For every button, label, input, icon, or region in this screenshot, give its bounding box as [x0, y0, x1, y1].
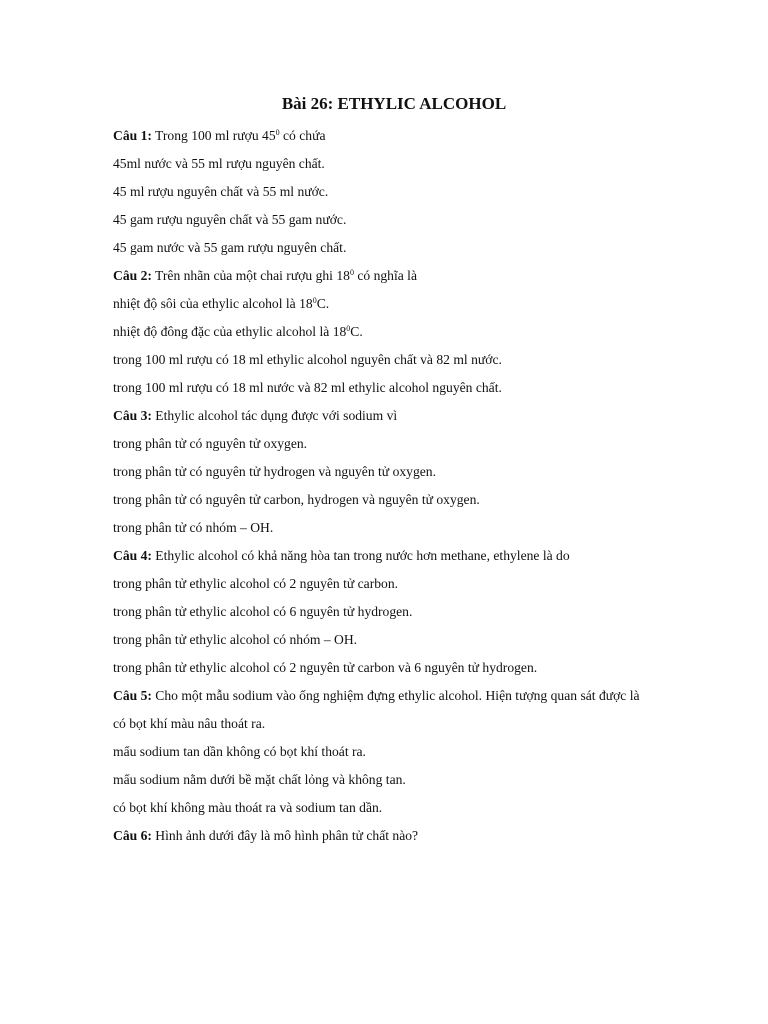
answer-option: mẩu sodium nằm dưới bề mặt chất lỏng và không tan.: [113, 772, 406, 787]
question-list: [113, 122, 713, 850]
answer-option: có bọt khí không màu thoát ra và sodium tan dần.: [113, 800, 383, 815]
question-label: Câu 5:: [113, 688, 152, 703]
question-text: Ethylic alcohol có khả năng hòa tan trong nước hơn methane, ethylene là do: [151, 548, 570, 563]
question-stem: [113, 542, 713, 570]
answer-option: trong 100 ml rượu có 18 ml nước và 82 ml ethylic alcohol nguyên chất.: [113, 380, 502, 395]
degree-superscript: 0: [312, 296, 317, 305]
option-text: nhiệt độ sôi của ethylic alcohol là 18: [113, 296, 313, 311]
option-text-end: C.: [350, 324, 363, 339]
question-text: Trong 100 ml rượu 45: [151, 128, 276, 143]
answer-option: [113, 290, 713, 318]
degree-superscript: 0: [346, 324, 351, 333]
question-stem: [113, 682, 713, 710]
option-text: nhiệt độ đông đặc của ethylic alcohol là 18: [113, 324, 347, 339]
answer-option: trong phân tử có nhóm – OH.: [113, 520, 274, 535]
option-text-end: C.: [316, 296, 330, 311]
answer-option: 45 gam nước và 55 gam rượu nguyên chất.: [113, 240, 347, 255]
question-text: Trên nhãn của một chai rượu ghi 18: [151, 268, 350, 283]
question-text: Ethylic alcohol tác dụng được với sodium vì: [151, 408, 398, 423]
answer-option: 45 ml rượu nguyên chất và 55 ml nước.: [113, 184, 329, 199]
answer-option: mẩu sodium tan dần không có bọt khí thoát ra.: [113, 744, 366, 759]
answer-option: trong 100 ml rượu có 18 ml ethylic alcohol nguyên chất và 82 ml nước.: [113, 352, 502, 367]
answer-option: trong phân tử ethylic alcohol có 2 nguyên tử carbon.: [113, 576, 399, 591]
answer-option: 45ml nước và 55 ml rượu nguyên chất.: [113, 156, 325, 171]
answer-option: trong phân tử có nguyên tử oxygen.: [113, 436, 308, 451]
question-text-end: có nghĩa là: [353, 268, 417, 283]
answer-option: trong phân tử có nguyên tử hydrogen và nguyên tử oxygen.: [113, 464, 436, 479]
question-text-end: có chứa: [279, 128, 326, 143]
question-label: Câu 3:: [113, 408, 152, 423]
question-stem: [113, 122, 713, 150]
answer-option: trong phân tử ethylic alcohol có 2 nguyên tử carbon và 6 nguyên tử hydrogen.: [113, 660, 538, 675]
answer-option: có bọt khí màu nâu thoát ra.: [113, 716, 266, 731]
answer-option: [113, 318, 713, 346]
question-text: Hình ảnh dưới đây là mô hình phân tử chất nào?: [151, 828, 419, 843]
question-label: Câu 1:: [113, 128, 152, 143]
answer-option: trong phân tử ethylic alcohol có nhóm – OH.: [113, 632, 358, 647]
question-stem: [113, 822, 713, 850]
answer-option: trong phân tử ethylic alcohol có 6 nguyên tử hydrogen.: [113, 604, 413, 619]
degree-superscript: 0: [349, 268, 354, 277]
page-title: Bài 26: ETHYLIC ALCOHOL: [281, 94, 507, 113]
question-label: Câu 6:: [113, 828, 152, 843]
question-stem: [113, 262, 713, 290]
degree-superscript: 0: [275, 128, 280, 137]
question-text: Cho một mẫu sodium vào ống nghiệm đựng ethylic alcohol. Hiện tượng quan sát được là: [151, 688, 640, 703]
answer-option: trong phân tử có nguyên tử carbon, hydrogen và nguyên tử oxygen.: [113, 492, 480, 507]
answer-option: 45 gam rượu nguyên chất và 55 gam nước.: [113, 212, 347, 227]
question-stem: [113, 402, 713, 430]
question-label: Câu 2:: [113, 268, 152, 283]
question-label: Câu 4:: [113, 548, 152, 563]
